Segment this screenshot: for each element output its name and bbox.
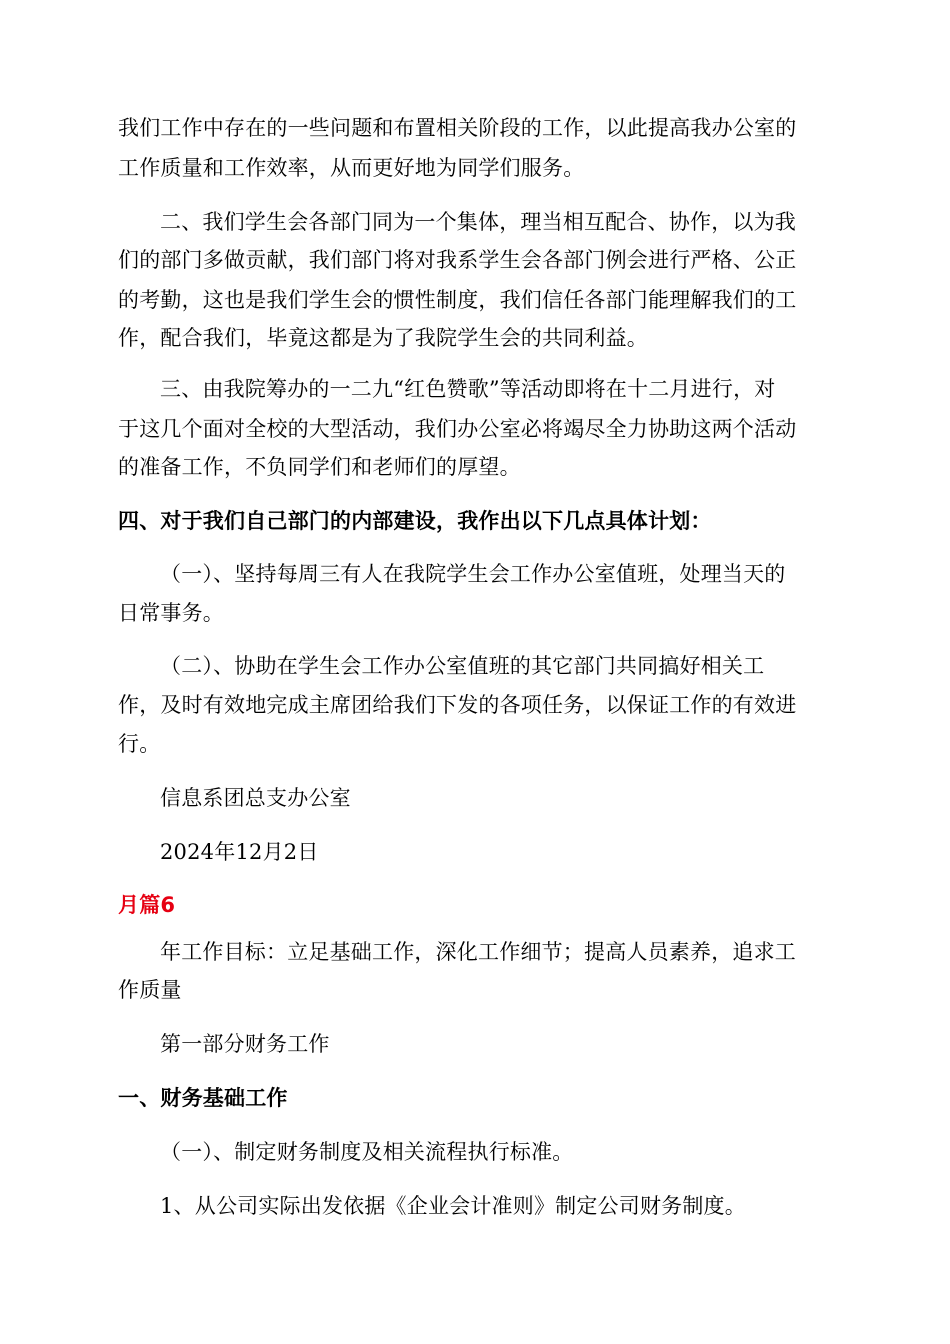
section-heading: 四、对于我们自己部门的内部建设，我作出以下几点具体计划：	[118, 509, 712, 533]
chapter-heading: 月篇6	[118, 893, 176, 917]
paragraph-line: （一）、坚持每周三有人在我院学生会工作办公室值班，处理当天的	[160, 562, 786, 586]
paragraph-line: 年工作目标：立足基础工作，深化工作细节；提高人员素养，追求工	[160, 940, 796, 964]
paragraph-line: 二、我们学生会各部门同为一个集体，理当相互配合、协作，以为我	[160, 210, 796, 234]
paragraph-line: 们的部门多做贡献，我们部门将对我系学生会各部门例会进行严格、公正	[118, 248, 797, 272]
paragraph-line: 第一部分财务工作	[160, 1032, 330, 1056]
signature-line: 信息系团总支办公室	[160, 786, 351, 810]
paragraph-line: 作质量	[118, 978, 182, 1002]
paragraph-line: 三、由我院筹办的一二九“红色赞歌”等活动即将在十二月进行，对	[160, 377, 776, 401]
paragraph-line: （二）、协助在学生会工作办公室值班的其它部门共同搞好相关工	[160, 654, 765, 678]
paragraph-line: 作，及时有效地完成主席团给我们下发的各项任务，以保证工作的有效进	[118, 693, 797, 717]
paragraph-line: 的考勤，这也是我们学生会的惯性制度，我们信任各部门能理解我们的工	[118, 288, 797, 312]
paragraph-line: 日常事务。	[118, 601, 224, 625]
paragraph-line: 于这几个面对全校的大型活动，我们办公室必将竭尽全力协助这两个活动	[118, 417, 797, 441]
paragraph-line: （一）、制定财务制度及相关流程执行标准。	[160, 1140, 574, 1164]
paragraph-line: 作，配合我们，毕竟这都是为了我院学生会的共同利益。	[118, 326, 648, 350]
date-line: 2024年12月2日	[160, 840, 319, 864]
paragraph-line: 行。	[118, 732, 161, 756]
paragraph-line: 1、从公司实际出发依据《企业会计准则》制定公司财务制度。	[160, 1194, 746, 1218]
section-heading: 一、财务基础工作	[118, 1086, 288, 1110]
paragraph-line: 我们工作中存在的一些问题和布置相关阶段的工作，以此提高我办公室的	[118, 116, 797, 140]
paragraph-line: 工作质量和工作效率，从而更好地为同学们服务。	[118, 156, 585, 180]
paragraph-line: 的准备工作，不负同学们和老师们的厚望。	[118, 455, 521, 479]
